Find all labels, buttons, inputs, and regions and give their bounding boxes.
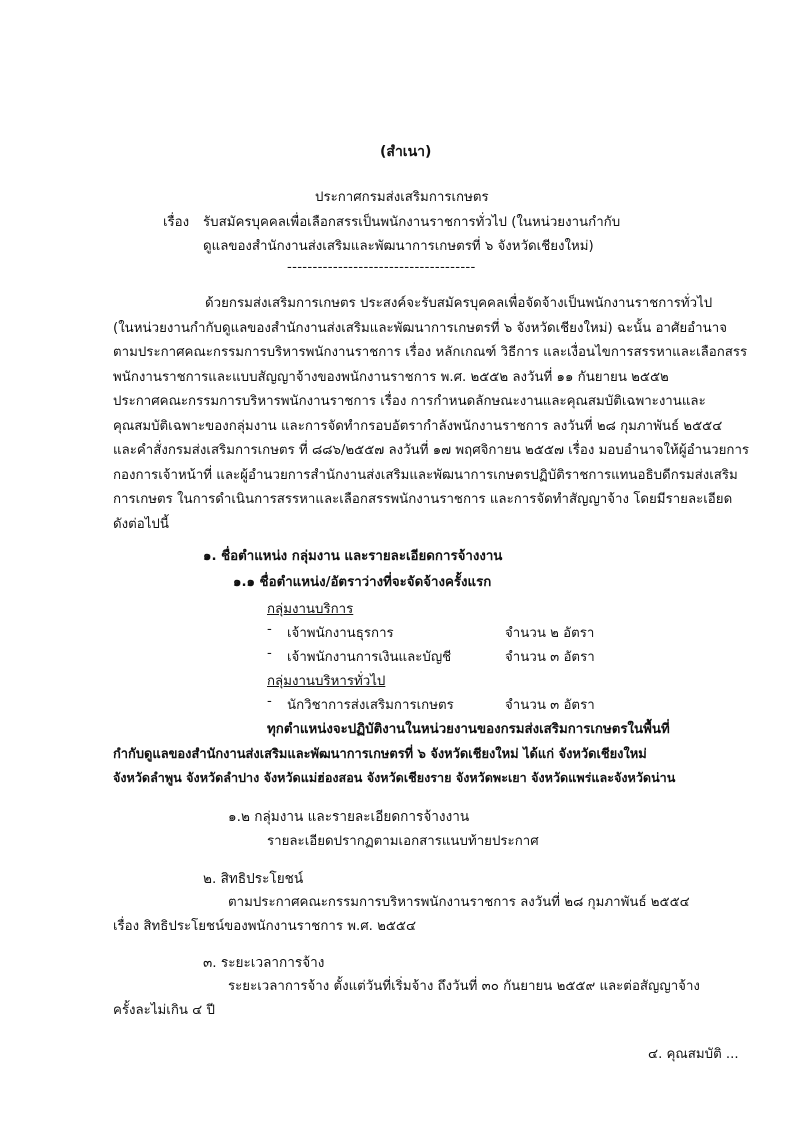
area-line: จังหวัดลำพูน จังหวัดลำปาง จังหวัดแม่ฮ่องสอน จังหวัดเชียงราย จังหวัดพะเยา จังหวัดแพร่และจังหวัดน่าน [113,770,676,785]
section-3-line-1: ระยะเวลาการจ้าง ตั้งแต่วันที่เริ่มจ้าง ถึงวันที่ ๓๐ กันยายน ๒๕๕๙ และต่อสัญญาจ้าง [228,979,700,994]
group-admin-label: กลุ่มงานบริหารทั่วไป [267,674,386,689]
position-name: เจ้าพนักงานธุรการ [287,626,394,641]
intro-line: ด้วยกรมส่งเสริมการเกษตร ประสงค์จะรับสมัครบุคคลเพื่อจัดจ้างเป็นพนักงานราชการทั่วไป [205,296,713,311]
section-1-2-heading: ๑.๒ กลุ่มงาน และรายละเอียดการจ้างงาน [228,809,470,825]
position-name: เจ้าพนักงานการเงินและบัญชี [287,650,452,665]
divider-line: ------------------------------------- [287,260,476,275]
position-count: จำนวน ๓ อัตรา [505,650,595,665]
intro-line: กองการเจ้าหน้าที่ และผู้อำนวยการสำนักงานส่งเสริมและพัฒนาการเกษตรปฏิบัติราชการแทนอธิบดีกรมส่งเสริม [113,467,738,483]
section-1-heading: ๑. ชื่อตำแหน่ง กลุ่มงาน และรายละเอียดการจ้างงาน [203,549,503,564]
subject-label: เรื่อง [163,215,190,230]
section-2-line-1: ตามประกาศคณะกรรมการบริหารพนักงานราชการ ลงวันที่ ๒๘ กุมภาพันธ์ ๒๕๕๔ [228,895,690,910]
intro-paragraph [113,292,765,537]
position-name: นักวิชาการส่งเสริมการเกษตร [287,698,454,713]
intro-line: และคำสั่งกรมส่งเสริมการเกษตร ที่ ๘๘๖/๒๕๕๗ ลงวันที่ ๑๗ พฤศจิกายน ๒๕๕๗ เรื่อง มอบอำนาจให้ผู้อำนวยการ [113,443,750,458]
copy-mark: (สำเนา) [380,144,432,160]
intro-line: การเกษตร ในการดำเนินการสรรหาและเลือกสรรพนักงานราชการ และการจัดทำสัญญาจ้าง โดยมีรายละเอียด [113,492,733,507]
position-dash: - [267,694,272,709]
section-1-1-heading: ๑.๑ ชื่อตำแหน่ง/อัตราว่างที่จะจัดจ้างครั้งแรก [233,575,492,590]
group-service-label: กลุ่มงานบริการ [267,602,354,617]
position-count: จำนวน ๓ อัตรา [505,698,595,713]
intro-line: คุณสมบัติเฉพาะของกลุ่มงาน และการจัดทำกรอบอัตรากำลังพนักงานราชการ ลงวันที่ ๒๘ กุมภาพันธ์ ๒๕๕๔ [113,418,723,434]
section-1-2-text: รายละเอียดปรากฏตามเอกสารแนบท้ายประกาศ [267,834,539,849]
intro-line: (ในหน่วยงานกำกับดูแลของสำนักงานส่งเสริมและพัฒนาการเกษตรที่ ๖ จังหวัดเชียงใหม่) ฉะนั้น อาศัยอำนาจ [113,320,727,336]
subject-line-2: ดูแลของสำนักงานส่งเสริมและพัฒนาการเกษตรที่ ๖ จังหวัดเชียงใหม่) [203,239,594,254]
area-line: กำกับดูแลของสำนักงานส่งเสริมและพัฒนาการเกษตรที่ ๖ จังหวัดเชียงใหม่ ได้แก่ จังหวัดเชียงใหม่ [113,747,647,762]
section-3-heading: ๓. ระยะเวลาการจ้าง [203,955,325,971]
area-line: ทุกตำแหน่งจะปฏิบัติงานในหน่วยงานของกรมส่งเสริมการเกษตรในพื้นที่ [267,722,670,737]
intro-line: พนักงานราชการและแบบสัญญาจ้างของพนักงานราชการ พ.ศ. ๒๕๕๒ ลงวันที่ ๑๑ กันยายน ๒๕๕๒ [113,369,669,385]
section-2-line-2: เรื่อง สิทธิประโยชน์ของพนักงานราชการ พ.ศ. ๒๕๕๔ [113,919,417,934]
section-2-heading: ๒. สิทธิประโยชน์ [203,871,304,887]
subject-line-1: รับสมัครบุคคลเพื่อเลือกสรรเป็นพนักงานราชการทั่วไป (ในหน่วยงานกำกับ [203,215,621,230]
position-dash: - [267,622,272,637]
position-dash: - [267,646,272,661]
continuation-marker: ๔. คุณสมบัติ ... [648,1047,739,1062]
position-count: จำนวน ๒ อัตรา [505,626,595,641]
intro-line: ดังต่อไปนี้ [113,516,169,532]
section-3-line-2: ครั้งละไม่เกิน ๔ ปี [113,1003,215,1018]
intro-line: ตามประกาศคณะกรรมการบริหารพนักงานราชการ เรื่อง หลักเกณฑ์ วิธีการ และเงื่อนไขการสรรหาและเลือกสรร [113,345,748,360]
announcement-title: ประกาศกรมส่งเสริมการเกษตร [315,190,489,205]
intro-line: ประกาศคณะกรรมการบริหารพนักงานราชการ เรื่อง การกำหนดลักษณะงานและคุณสมบัติเฉพาะงานและ [113,394,706,409]
